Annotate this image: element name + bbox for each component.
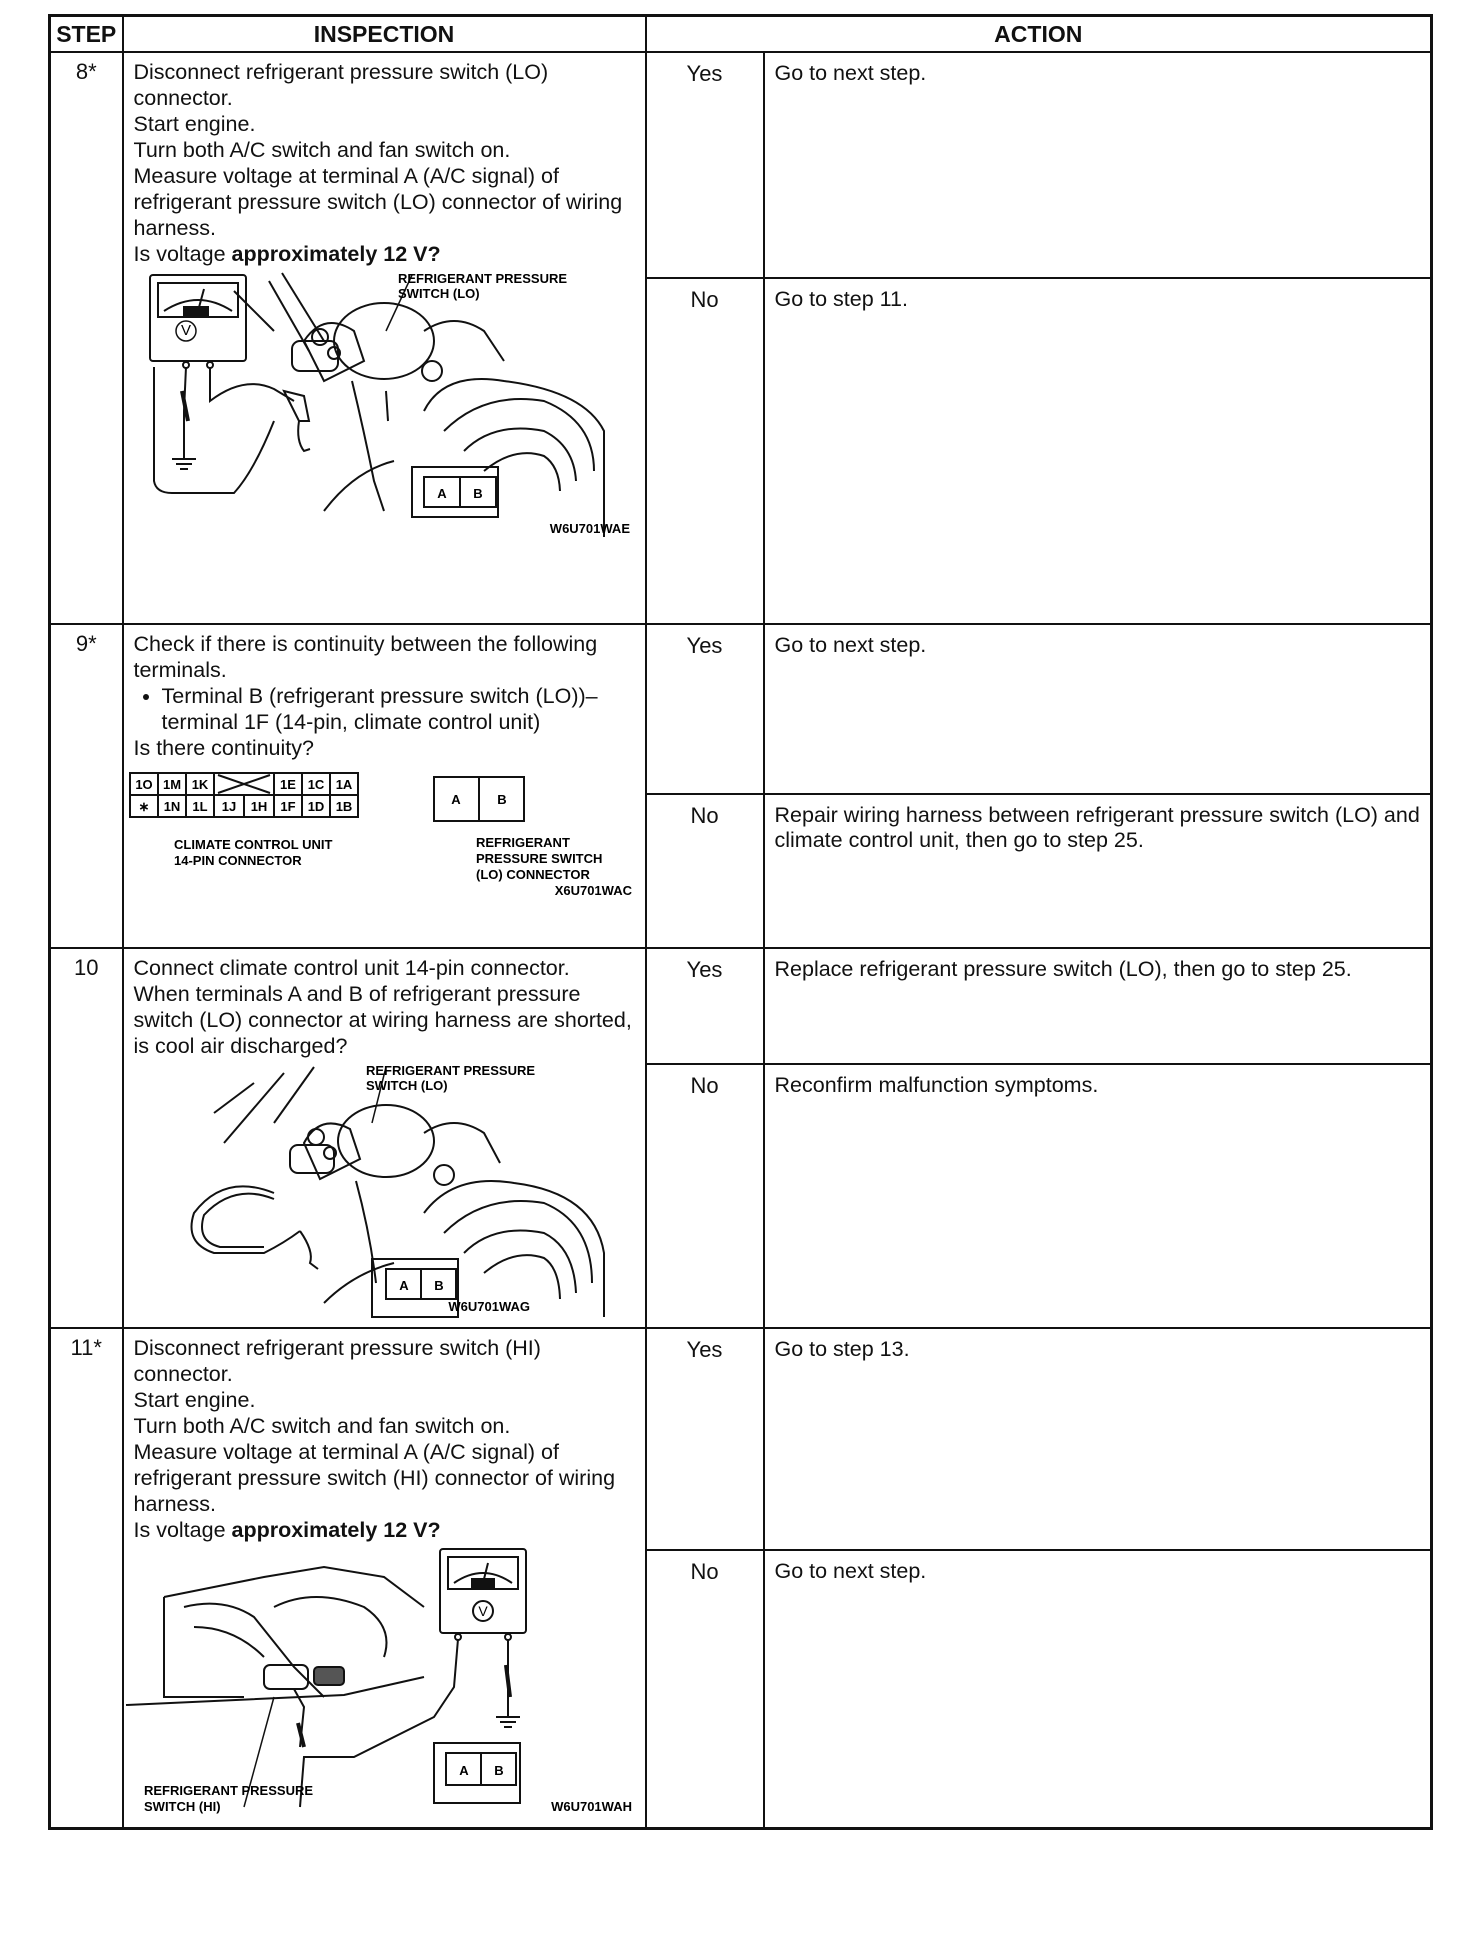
step-11-inspection: [123, 1328, 646, 1828]
meter-v-label: V: [180, 322, 191, 339]
no-action: Go to next step.: [764, 1550, 1432, 1828]
instruction-line: Turn both A/C switch and fan switch on.: [133, 138, 511, 162]
step-9-figure: [124, 765, 645, 913]
instruction-line: Connect climate control unit 14-pin connector.: [133, 956, 570, 980]
yes-label: Yes: [646, 624, 764, 794]
no-action: Reconfirm malfunction symptoms.: [764, 1064, 1432, 1328]
figure-label: SWITCH (LO): [365, 1078, 448, 1093]
yes-action: Go to next step.: [764, 52, 1432, 278]
cc-connector-label: 14-PIN CONNECTOR: [173, 853, 302, 868]
instruction-line: Turn both A/C switch and fan switch on.: [133, 1414, 511, 1438]
yes-label: Yes: [646, 948, 764, 1064]
yes-action: Go to step 13.: [764, 1328, 1432, 1550]
figure-label: SWITCH (HI): [143, 1799, 221, 1814]
terminal-bullet: • Terminal B (refrigerant pressure switch (LO))–terminal 1F (14-pin, climate control unit): [162, 683, 637, 735]
step-8-figure: [124, 271, 645, 539]
instruction-line: Measure voltage at terminal A (A/C signal) of refrigerant pressure switch (HI) connector of wiring harness.: [133, 1440, 616, 1516]
connector-diagram: [124, 765, 643, 913]
step-11-yes-row: [50, 1328, 1432, 1550]
step-8-inspection: [123, 52, 646, 624]
instruction-line: Measure voltage at terminal A (A/C signal) of refrigerant pressure switch (LO) connector of wiring harness.: [133, 164, 623, 240]
header-row: [50, 16, 1432, 53]
terminal-b-label: B: [472, 486, 483, 501]
yes-label: Yes: [646, 1328, 764, 1550]
ab-connector: [412, 467, 498, 517]
instruction-line: Start engine.: [133, 112, 256, 136]
terminal-a-label: A: [436, 486, 447, 501]
figure-label: REFRIGERANT PRESSURE: [365, 1063, 535, 1078]
no-action: Repair wiring harness between refrigerant pressure switch (LO) and climate control unit, then go to step 25.: [764, 794, 1432, 948]
yes-label: Yes: [646, 52, 764, 278]
step-11-figure: [124, 1547, 645, 1817]
pin-label: 1C: [307, 777, 324, 792]
no-label: No: [646, 278, 764, 624]
step-number: 10: [50, 948, 123, 1328]
step-10-yes-row: [50, 948, 1432, 1064]
pin-label: 1K: [191, 777, 208, 792]
pin-label: 1M: [162, 777, 181, 792]
terminal-a-label: A: [450, 792, 461, 807]
step-number: 8*: [50, 52, 123, 624]
meter-v-label: V: [477, 1603, 488, 1619]
pin-label: 1J: [221, 799, 236, 814]
inspection-text: [124, 625, 645, 765]
header-step: STEP: [50, 16, 123, 53]
pin-label: 1E: [279, 777, 296, 792]
figure-code: W6U701WAE: [549, 521, 630, 536]
terminal-a-label: A: [458, 1763, 469, 1778]
ab-connector: [434, 1743, 520, 1803]
instruction-line: Disconnect refrigerant pressure switch (LO) connector.: [133, 60, 549, 110]
pin-label: 1D: [307, 799, 324, 814]
pin-label: 1O: [134, 777, 153, 792]
pin-label: 1B: [335, 799, 352, 814]
no-label: No: [646, 794, 764, 948]
voltmeter-hi-illustration: [124, 1547, 643, 1817]
inspection-text: [124, 949, 645, 1063]
no-label: No: [646, 1064, 764, 1328]
figure-code: W6U701WAH: [550, 1799, 632, 1814]
terminal-b-label: B: [433, 1278, 444, 1293]
step-10-figure: [124, 1063, 645, 1319]
pin-label: ∗: [138, 799, 149, 814]
rp-connector-label: PRESSURE SWITCH: [475, 851, 602, 866]
figure-label: REFRIGERANT PRESSURE: [397, 271, 567, 286]
figure-code: X6U701WAC: [554, 883, 632, 898]
pin-label: 1H: [250, 799, 267, 814]
rp-connector-label: (LO) CONNECTOR: [475, 867, 590, 882]
step-9-yes-row: [50, 624, 1432, 794]
ab-connector: [372, 1259, 458, 1317]
step-number: 9*: [50, 624, 123, 948]
jumper-wire-illustration: [124, 1063, 643, 1319]
no-action: Go to step 11.: [764, 278, 1432, 624]
step-10-inspection: [123, 948, 646, 1328]
pin-label: 1A: [335, 777, 352, 792]
pin-label: 1L: [191, 799, 208, 814]
diagnostic-table-page: [48, 14, 1430, 1904]
terminal-b-label: B: [496, 792, 507, 807]
instruction-line: When terminals A and B of refrigerant pressure switch (LO) connector at wiring harness are shorted, is cool air discharged?: [133, 982, 632, 1058]
cc-connector-label: CLIMATE CONTROL UNIT: [173, 837, 332, 852]
yes-action: Replace refrigerant pressure switch (LO), then go to step 25.: [764, 948, 1432, 1064]
voltmeter-lo-illustration: [124, 271, 643, 539]
step-number: 11*: [50, 1328, 123, 1828]
figure-code: W6U701WAG: [447, 1299, 530, 1314]
step-9-inspection: [123, 624, 646, 948]
instruction-line: Check if there is continuity between the following terminals.: [133, 632, 598, 682]
question-line: Is there continuity?: [133, 736, 314, 760]
step-8-yes-row: [50, 52, 1432, 278]
inspection-text: [124, 1329, 645, 1547]
inspection-table: [48, 14, 1433, 1830]
question-line: Is voltage approximately 12 V?: [133, 242, 441, 266]
terminal-a-label: A: [398, 1278, 409, 1293]
header-inspection: INSPECTION: [123, 16, 646, 53]
no-label: No: [646, 1550, 764, 1828]
instruction-line: Disconnect refrigerant pressure switch (HI) connector.: [133, 1336, 541, 1386]
question-line: Is voltage approximately 12 V?: [133, 1518, 441, 1542]
pin-label: 1N: [163, 799, 180, 814]
inspection-text: [124, 53, 645, 271]
instruction-line: Start engine.: [133, 1388, 256, 1412]
yes-action: Go to next step.: [764, 624, 1432, 794]
figure-label: REFRIGERANT PRESSURE: [143, 1783, 313, 1798]
pin-label: 1F: [279, 799, 296, 814]
rp-connector-label: REFRIGERANT: [475, 835, 570, 850]
terminal-b-label: B: [493, 1763, 504, 1778]
figure-label: SWITCH (LO): [397, 286, 480, 301]
header-action: ACTION: [646, 16, 1432, 53]
